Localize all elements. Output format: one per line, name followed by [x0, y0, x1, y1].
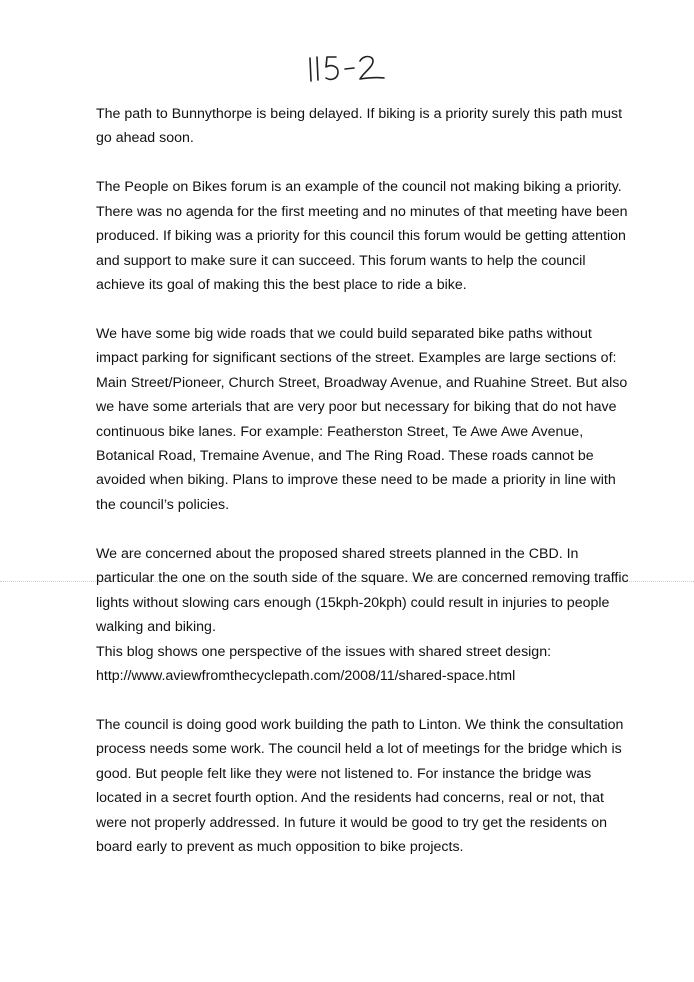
blog-url: http://www.aviewfromthecyclepath.com/2008/11/shared-space.html: [96, 667, 516, 684]
text-line: impact parking for significant sections of the street. Examples are large sections of:: [96, 350, 617, 367]
text-line: This blog shows one perspective of the issues with shared street design:: [96, 643, 552, 660]
letter-body: [96, 102, 629, 884]
handwritten-page-number: [300, 50, 400, 90]
text-line: were not properly addressed. In future it would be good to try get the residents on: [96, 814, 608, 831]
text-line: the council’s policies.: [96, 496, 230, 513]
paragraph-shared-streets: [96, 542, 629, 640]
text-line: and support to make sure it can succeed. This forum wants to help the council: [96, 252, 586, 269]
paragraph-wide-roads: [96, 322, 628, 517]
text-line: good. But people felt like they were not listened to. For instance the bridge was: [96, 765, 592, 782]
text-line: particular the one on the south side of the square. We are concerned removing traffic: [96, 570, 629, 587]
paragraph-blog-link: [96, 640, 616, 689]
paragraph-people-on-bikes: [96, 175, 628, 297]
handwritten-page-number-graphic: [300, 50, 400, 90]
text-line: Botanical Road, Tremaine Avenue, and The Ring Road. These roads cannot be: [96, 448, 594, 465]
text-line: walking and biking.: [96, 619, 216, 636]
text-line: located in a secret fourth option. And the residents had concerns, real or not, that: [96, 790, 604, 807]
text-line: Main Street/Pioneer, Church Street, Broadway Avenue, and Ruahine Street. But also: [96, 374, 628, 391]
text-line: produced. If biking was a priority for this council this forum would be getting attention: [96, 228, 626, 245]
text-line: process needs some work. The council held a lot of meetings for the bridge which is: [96, 741, 622, 758]
text-line: go ahead soon.: [96, 130, 194, 147]
text-line: achieve its goal of making this the best place to ride a bike.: [96, 277, 467, 294]
paragraph-linton-path: [96, 713, 624, 859]
text-line: There was no agenda for the first meeting and no minutes of that meeting have been: [96, 203, 628, 220]
text-line: The council is doing good work building the path to Linton. We think the consultation: [96, 716, 624, 733]
text-line: The path to Bunnythorpe is being delayed. If biking is a priority surely this path must: [96, 106, 623, 122]
text-line: board early to prevent as much opposition to bike projects.: [96, 838, 464, 855]
text-line: We have some big wide roads that we could build separated bike paths without: [96, 326, 592, 343]
text-line: lights without slowing cars enough (15kph-20kph) could result in injuries to people: [96, 594, 610, 611]
paragraph-bunnythorpe: [96, 102, 623, 151]
text-line: we have some arterials that are very poor but necessary for biking that do not have: [96, 399, 617, 416]
text-line: The People on Bikes forum is an example of the council not making biking a priority.: [96, 179, 622, 196]
text-line: We are concerned about the proposed shared streets planned in the CBD. In: [96, 545, 579, 562]
text-line: continuous bike lanes. For example: Featherston Street, Te Awe Awe Avenue,: [96, 423, 584, 440]
text-line: avoided when biking. Plans to improve these need to be made a priority in line with: [96, 472, 616, 489]
